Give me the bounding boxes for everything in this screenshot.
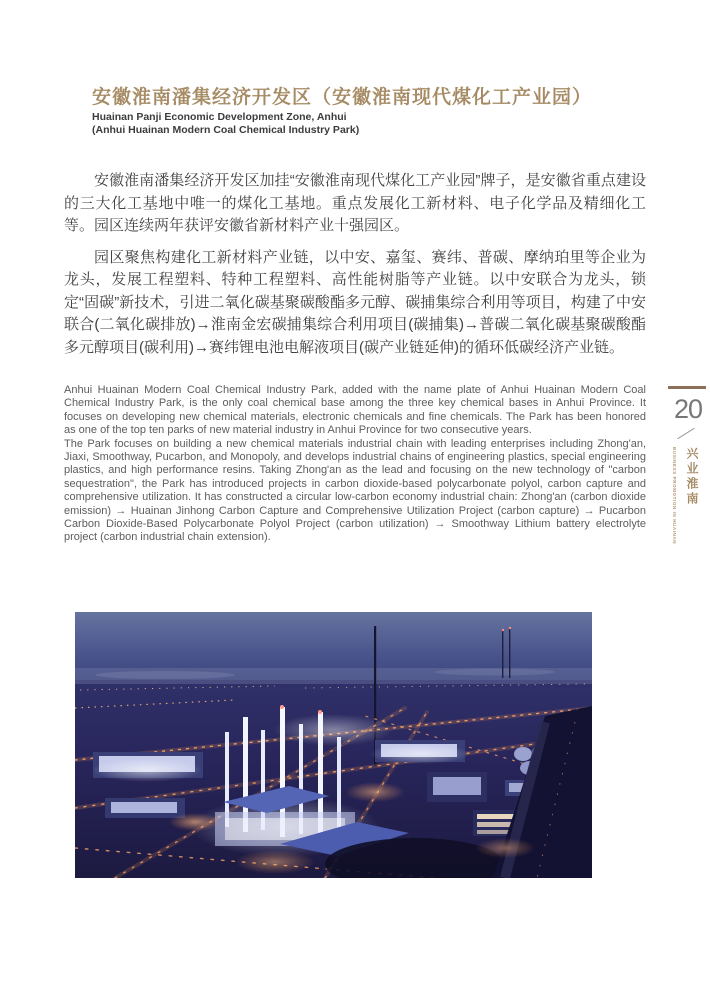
subtitle-line-1: Huainan Panji Economic Development Zone, Anhui <box>92 111 347 123</box>
slash-divider <box>677 428 694 439</box>
english-body <box>64 384 646 545</box>
zh-paragraph-2: 园区聚焦构建化工新材料产业链，以中安、嘉玺、赛纬、普碳、摩纳珀里等企业为龙头，发展工程塑料、特种工程塑料、高性能树脂等产业链。以中安联合为龙头，锁定“固碳”新技术，引进二氧化碳基聚碳酸酯多元醇、碳捕集综合利用等项目，构建了中安联合(二氧化碳排放)→淮南金宏碳捕集综合利用项目(碳捕集)→普碳二氧化碳基聚碳酸酯多元醇项目(碳利用)→赛纬锂电池电解液项目(碳产业链延伸)的循环低碳经济产业链。 <box>64 248 646 356</box>
en-paragraph-1: Anhui Huainan Modern Coal Chemical Industry Park, added with the name plate of Anhui Huainan Modern Coal Chemical Industry Park, is the only coal chemical base among the three key chemical bases in Anhui Province. It focuses on developing new chemical materials, electronic chemicals and fine chemicals. The Park has been honored as one of the top ten parks of new material industry in Anhui Province for two consecutive years. <box>64 384 646 437</box>
night-plant-illustration <box>75 612 592 878</box>
zh-paragraph-1: 安徽淮南潘集经济开发区加挂“安徽淮南现代煤化工产业园”牌子，是安徽省重点建设的三大化工基地中唯一的煤化工基地。重点发展化工新材料、电子化学品及精细化工等。园区连续两年获评安徽省新材料产业十强园区。 <box>64 172 646 234</box>
subtitle-line-2: (Anhui Huainan Modern Coal Chemical Industry Park) <box>92 124 360 136</box>
page-title: 安徽淮南潘集经济开发区（安徽淮南现代煤化工产业园） <box>92 87 593 108</box>
en-paragraph-2: The Park focuses on building a new chemical materials industrial chain with leading enterprises including Zhong'an, Jiaxi, Smoothway, Pucarbon, and Monopoly, and develops industrial chains of engineering plastics, special engineering plastics, and high performance resins. Taking Zhong'an as the lead and focusing on the new technology of "carbon sequestration", the Park has introduced projects in carbon dioxide-based polycarbonate polyol, carbon capture and comprehensive utilization. It has constructed a circular low-carbon economy industrial chain: Zhong'an (carbon dioxide emission) → Huainan Jinhong Carbon Capture and Comprehensive Utilization Project (carbon capture) → Pucarbon Carbon Dioxide-Based Polycarbonate Polyol Project (carbon utilization) → Smoothway Lithium battery electrolyte project (carbon industrial chain extension). <box>64 437 646 544</box>
page-subtitle <box>92 111 572 137</box>
sidebar-rule <box>668 386 706 389</box>
chinese-body <box>64 170 646 368</box>
industrial-park-night-photo <box>75 612 592 878</box>
section-label-zh: 兴业淮南 <box>685 447 699 507</box>
section-label-en: BUSINESS PROMOTION IN HUAINAN <box>672 447 677 545</box>
page-number: 20 <box>673 394 702 424</box>
